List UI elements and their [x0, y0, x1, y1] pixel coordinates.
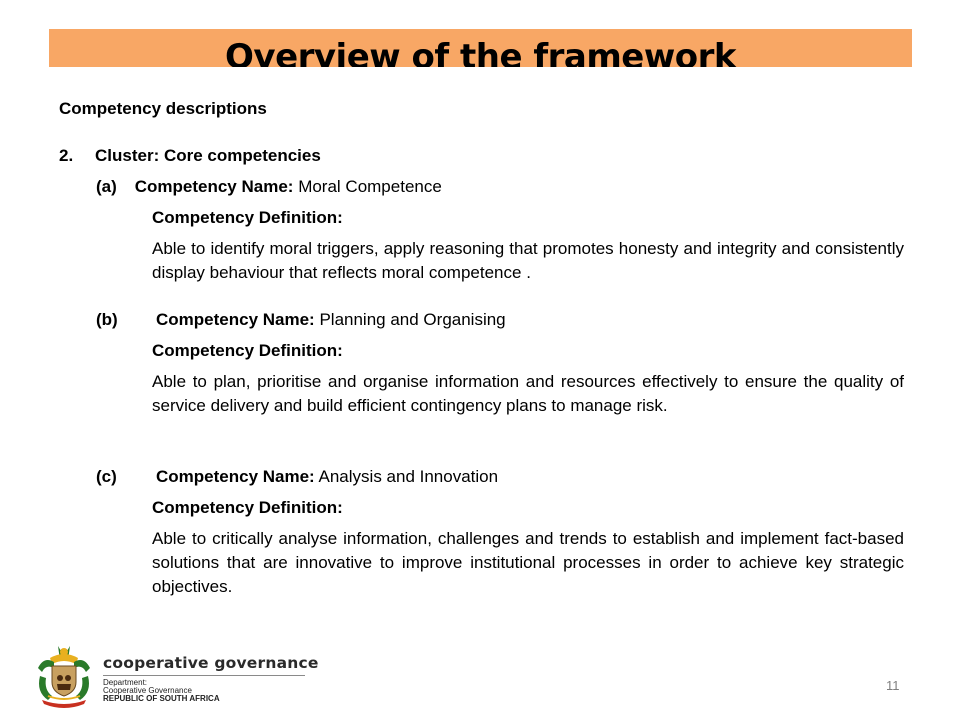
competency-c-name-line [96, 467, 498, 487]
competency-a-definition: Able to identify moral triggers, apply reasoning that promotes honesty and integrity and consistently display behaviour that reflects moral competence . [152, 239, 904, 282]
competency-a-definition-label: Competency Definition: [152, 208, 343, 227]
competency-name: Analysis and Innovation [318, 467, 499, 486]
competency-letter: (b) [96, 310, 118, 329]
competency-letter: (a) [96, 177, 117, 196]
competency-name-label: Competency Name: [156, 310, 315, 329]
department-full-name: Cooperative Governance [103, 686, 192, 695]
competency-name: Moral Competence [298, 177, 442, 196]
country-name: REPUBLIC OF SOUTH AFRICA [103, 694, 220, 703]
department-name: cooperative governance [103, 654, 319, 672]
page-number: 11 [886, 678, 900, 693]
competency-b-definition-label: Competency Definition: [152, 341, 343, 360]
cluster-number: 2. [59, 146, 74, 165]
competency-letter: (c) [96, 467, 117, 486]
section-heading: Competency descriptions [59, 99, 267, 118]
competency-b-definition: Able to plan, prioritise and organise information and resources effectively to ensure the quality of service delivery and build efficient contingency plans to manage risk. [152, 372, 904, 415]
cluster-label: Cluster: Core competencies [95, 146, 321, 165]
competency-b-name-line [96, 310, 506, 330]
cluster-heading [59, 146, 321, 166]
competency-c-definition: Able to critically analyse information, challenges and trends to establish and implement fact-based solutions that are innovative to improve institutional processes in order to achieve key strategic objectives. [152, 529, 904, 596]
competency-a-name-line [96, 177, 442, 197]
competency-name: Planning and Organising [319, 310, 506, 329]
department-label: Department: [103, 678, 148, 687]
competency-name-label: Competency Name: [134, 177, 294, 196]
footer-divider [103, 675, 305, 676]
competency-name-label: Competency Name: [156, 467, 315, 486]
title-bar [49, 29, 912, 67]
slide-title: Overview of the framework [225, 37, 736, 67]
competency-c-definition-label: Competency Definition: [152, 498, 343, 517]
